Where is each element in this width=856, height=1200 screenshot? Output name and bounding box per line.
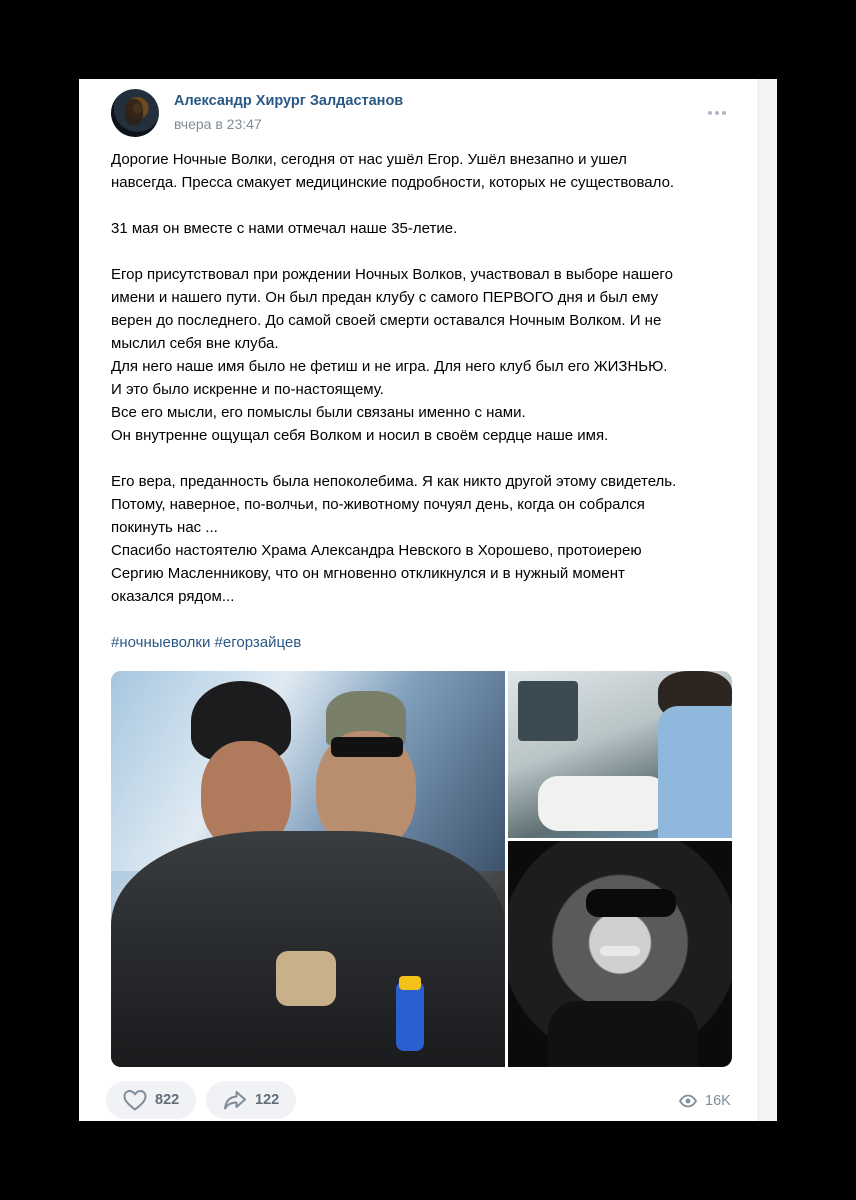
text-line: Сергию Масленникову, что он мгновенно откликнулся и в нужный момент [111, 565, 625, 582]
text-line: покинуть нас ... [111, 519, 218, 536]
share-count: 122 [255, 1092, 280, 1108]
text-line: навсегда. Пресса смакует медицинские подробности, которых не существовало. [111, 174, 675, 191]
more-dots-icon[interactable] [703, 103, 731, 123]
text-line: оказался рядом... [111, 588, 235, 605]
text-line: верен до последнего. До самой своей смерти оставался Ночным Волком. И не [111, 312, 662, 329]
post-text [111, 148, 741, 608]
photo-hospital[interactable] [508, 671, 732, 838]
text-line: Егор присутствовал при рождении Ночных Волков, участвовал в выборе нашего [111, 266, 673, 283]
views-count: 16K [705, 1093, 731, 1109]
share-arrow-icon [222, 1088, 248, 1112]
text-line: Он внутренне ощущал себя Волком и носил в своём сердце наше имя. [111, 427, 609, 444]
hashtag-link[interactable]: #егорзайцев [214, 634, 302, 651]
hashtag-link[interactable]: #ночныеволки [111, 634, 211, 651]
like-count: 822 [155, 1092, 180, 1108]
text-line: Дорогие Ночные Волки, сегодня от нас ушёл Егор. Ушёл внезапно и ушел [111, 151, 627, 168]
text-line: И это было искренне и по-настоящему. [111, 381, 384, 398]
text-line: Спасибо настоятелю Храма Александра Невского в Хорошево, протоиерею [111, 542, 642, 559]
text-line: имени и нашего пути. Он был предан клубу с самого ПЕРВОГО дня и был ему [111, 289, 659, 306]
like-button[interactable] [106, 1081, 196, 1119]
text-line: Потому, наверное, по-волчьи, по-животному почуял день, когда он собрался [111, 496, 645, 513]
author-name[interactable]: Александр Хирург Залдастанов [174, 93, 404, 109]
heart-icon [122, 1088, 148, 1112]
share-button[interactable] [206, 1081, 296, 1119]
photo-gallery [111, 671, 732, 1067]
text-line: Для него наше имя было не фетиш и не игра. Для него клуб был его ЖИЗНЬЮ. [111, 358, 668, 375]
avatar[interactable] [111, 89, 159, 137]
scrollbar[interactable] [757, 79, 777, 1121]
text-line: Его вера, преданность была непоколебима. Я как никто другой этому свидетель. [111, 473, 677, 490]
hashtags [111, 634, 301, 651]
post-time[interactable]: вчера в 23:47 [174, 116, 262, 132]
eye-icon [679, 1094, 697, 1108]
text-line: 31 мая он вместе с нами отмечал наше 35-летие. [111, 220, 458, 237]
photo-two-men[interactable] [111, 671, 505, 1067]
views-counter [679, 1093, 731, 1109]
text-line: Все его мысли, его помыслы были связаны именно с нами. [111, 404, 526, 421]
text-line: мыслил себя вне клуба. [111, 335, 279, 352]
photo-portrait[interactable] [508, 841, 732, 1067]
post-card [79, 79, 777, 1121]
